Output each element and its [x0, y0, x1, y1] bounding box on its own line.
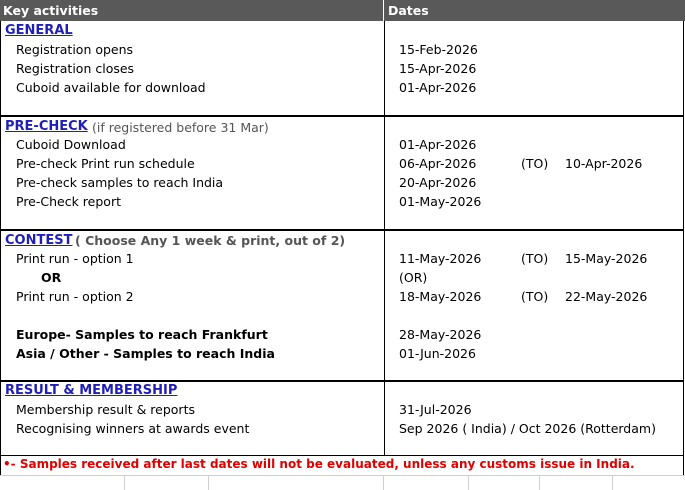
row-label: Print run - option 1 — [16, 251, 134, 266]
column-divider — [384, 21, 385, 115]
row-to: (TO) — [521, 156, 549, 171]
gridline — [612, 476, 613, 490]
row-end-date: 15-May-2026 — [565, 251, 648, 266]
row-label: Pre-check samples to reach India — [16, 175, 224, 190]
section-title-general: GENERAL — [5, 23, 73, 38]
column-divider — [384, 231, 385, 380]
gridline — [383, 476, 384, 490]
table-header — [0, 0, 685, 21]
row-date: 01-Apr-2026 — [399, 80, 477, 95]
section-general — [0, 21, 684, 116]
row-label: Europe- Samples to reach Frankfurt — [16, 327, 268, 342]
gridline — [468, 476, 469, 490]
section-note-contest: ( Choose Any 1 week & print, out of 2) — [75, 233, 346, 248]
row-date: 11-May-2026 — [399, 251, 482, 266]
row-date: 06-Apr-2026 — [399, 156, 477, 171]
row-end-date: 10-Apr-2026 — [565, 156, 643, 171]
section-title-result: RESULT & MEMBERSHIP — [5, 383, 178, 398]
gridline — [208, 476, 209, 490]
row-label: Pre-Check report — [16, 194, 121, 209]
header-dates: Dates — [388, 3, 429, 18]
section-note-precheck: (if registered before 31 Mar) — [92, 120, 269, 135]
section-title-contest: CONTEST — [5, 233, 73, 248]
section-result — [0, 381, 684, 456]
row-date: 18-May-2026 — [399, 289, 482, 304]
row-label: Registration opens — [16, 42, 134, 57]
row-date: 01-Apr-2026 — [399, 137, 477, 152]
row-label: Registration closes — [16, 61, 135, 76]
spreadsheet-gridlines — [0, 475, 685, 490]
row-date-or: (OR) — [399, 270, 428, 285]
header-key-activities: Key activities — [3, 3, 99, 18]
row-date: 01-May-2026 — [399, 194, 482, 209]
row-date: Sep 2026 ( India) / Oct 2026 (Rotterdam) — [399, 421, 656, 436]
row-label: Cuboid Download — [16, 137, 126, 152]
row-date: 28-May-2026 — [399, 327, 482, 342]
row-label: Membership result & reports — [16, 402, 195, 417]
row-label: Asia / Other - Samples to reach India — [16, 346, 275, 361]
column-divider — [384, 382, 385, 455]
row-date: 15-Feb-2026 — [399, 42, 478, 57]
row-date: 01-Jun-2026 — [399, 346, 476, 361]
gridline — [124, 476, 125, 490]
row-label: Cuboid available for download — [16, 80, 206, 95]
row-label-or: OR — [41, 270, 62, 285]
section-title-precheck: PRE-CHECK — [5, 119, 88, 134]
section-contest — [0, 230, 684, 381]
row-label: Recognising winners at awards event — [16, 421, 250, 436]
row-label: Pre-check Print run schedule — [16, 156, 195, 171]
row-date: 15-Apr-2026 — [399, 61, 477, 76]
footnote-row — [0, 455, 684, 475]
footnote-text: •- Samples received after last dates will not be evaluated, unless any customs issue in India. — [3, 457, 635, 471]
row-date: 20-Apr-2026 — [399, 175, 477, 190]
row-to: (TO) — [521, 251, 549, 266]
row-end-date: 22-May-2026 — [565, 289, 648, 304]
gridline — [539, 476, 540, 490]
column-divider — [384, 117, 385, 229]
row-label: Print run - option 2 — [16, 289, 134, 304]
section-precheck — [0, 116, 684, 230]
row-to: (TO) — [521, 289, 549, 304]
row-date: 31-Jul-2026 — [399, 402, 472, 417]
header-divider — [383, 0, 384, 21]
